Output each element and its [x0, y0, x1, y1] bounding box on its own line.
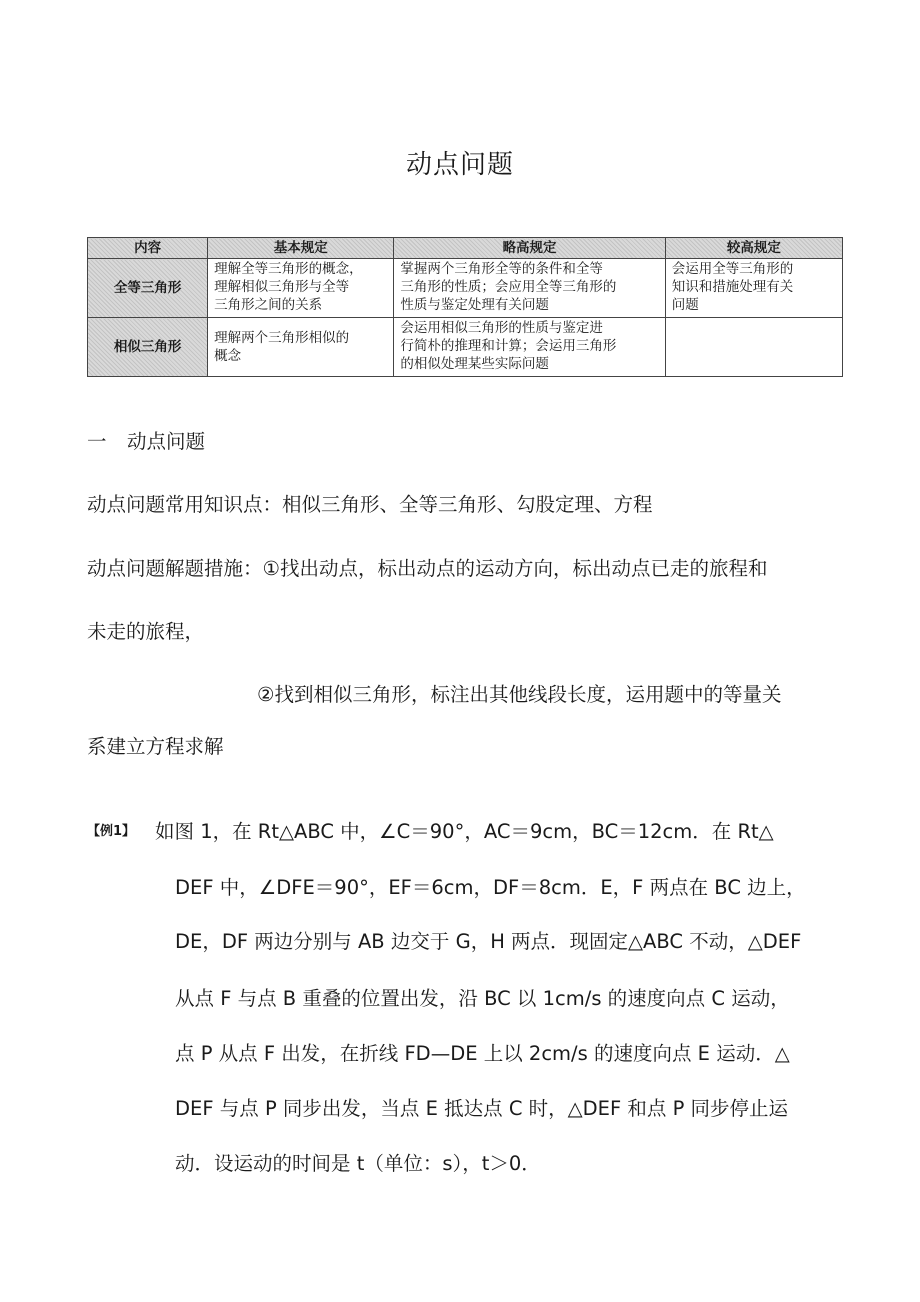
table-header-row: [88, 238, 843, 259]
table-row: [88, 318, 843, 377]
cell-line: 知识和措施处理有关: [671, 279, 794, 295]
knowledge-paragraph: 动点问题常用知识点：相似三角形、全等三角形、勾股定理、方程: [87, 493, 653, 516]
cell-basic: [208, 318, 394, 377]
cell-line: 会运用全等三角形的: [671, 261, 794, 277]
method-line-1: 动点问题解题措施：①找出动点，标出动点的运动方向，标出动点已走的旅程和: [87, 557, 768, 580]
cell-line: 理解全等三角形的概念，: [214, 261, 363, 277]
example-line: DEF 中，∠DFE＝90°，EF＝6cm，DF＝8cm．E，F 两点在 BC 边上，: [175, 876, 806, 899]
cell-higher: [394, 318, 665, 377]
page-title: 动点问题: [405, 150, 514, 180]
example-line: 从点 F 与点 B 重叠的位置出发，沿 BC 以 1cm/s 的速度向点 C 运动，: [175, 987, 790, 1010]
header-higher: 略高规定: [394, 238, 665, 259]
cell-highest: [665, 259, 842, 318]
row-label: 全等三角形: [88, 259, 208, 318]
cell-highest: [665, 318, 842, 377]
cell-line: 行简朴的推理和计算；会运用三角形: [400, 338, 617, 354]
row-label: 相似三角形: [88, 318, 208, 377]
cell-line: 理解两个三角形相似的: [214, 330, 350, 346]
method-line-3: ②找到相似三角形，标注出其他线段长度，运用题中的等量关: [257, 683, 782, 706]
cell-line: 三角形之间的关系: [214, 297, 323, 313]
header-basic: 基本规定: [208, 238, 394, 259]
cell-line: 会运用相似三角形的性质与鉴定进: [400, 320, 603, 336]
section-title: 动点问题: [127, 430, 206, 453]
example-line: 动．设运动的时间是 t（单位：s），t＞0．: [175, 1152, 541, 1175]
method-line-2: 未走的旅程，: [87, 620, 205, 643]
cell-line: 掌握两个三角形全等的条件和全等: [400, 261, 603, 277]
section-heading: [87, 430, 847, 454]
example-line: DEF 与点 P 同步出发，当点 E 抵达点 C 时，△DEF 和点 P 同步停止运: [175, 1097, 789, 1120]
cell-line: 的相似处理某些实际问题: [400, 356, 549, 372]
header-content: 内容: [88, 238, 208, 259]
cell-basic: [208, 259, 394, 318]
cell-line: 问题: [671, 297, 699, 313]
example-line: DE，DF 两边分别与 AB 边交于 G，H 两点．现固定△ABC 不动，△DEF: [175, 930, 802, 953]
cell-line: 理解相似三角形与全等: [214, 279, 350, 295]
requirements-table: [87, 237, 843, 377]
example-label: 【例1】: [87, 824, 136, 839]
cell-line: 概念: [214, 348, 242, 364]
cell-higher: [394, 259, 665, 318]
cell-line: 三角形的性质；会应用全等三角形的: [400, 279, 617, 295]
example-line: 如图 1，在 Rt△ABC 中，∠C＝90°，AC＝9cm，BC＝12cm．在 Rt△: [155, 820, 774, 843]
section-number: 一: [87, 430, 107, 453]
example-line: 点 P 从点 F 出发，在折线 FD—DE 上以 2cm/s 的速度向点 E 运动．△: [175, 1042, 790, 1065]
header-highest: 较高规定: [665, 238, 842, 259]
table-row: [88, 259, 843, 318]
cell-line: 性质与鉴定处理有关问题: [400, 297, 549, 313]
method-line-4: 系建立方程求解: [87, 735, 224, 758]
